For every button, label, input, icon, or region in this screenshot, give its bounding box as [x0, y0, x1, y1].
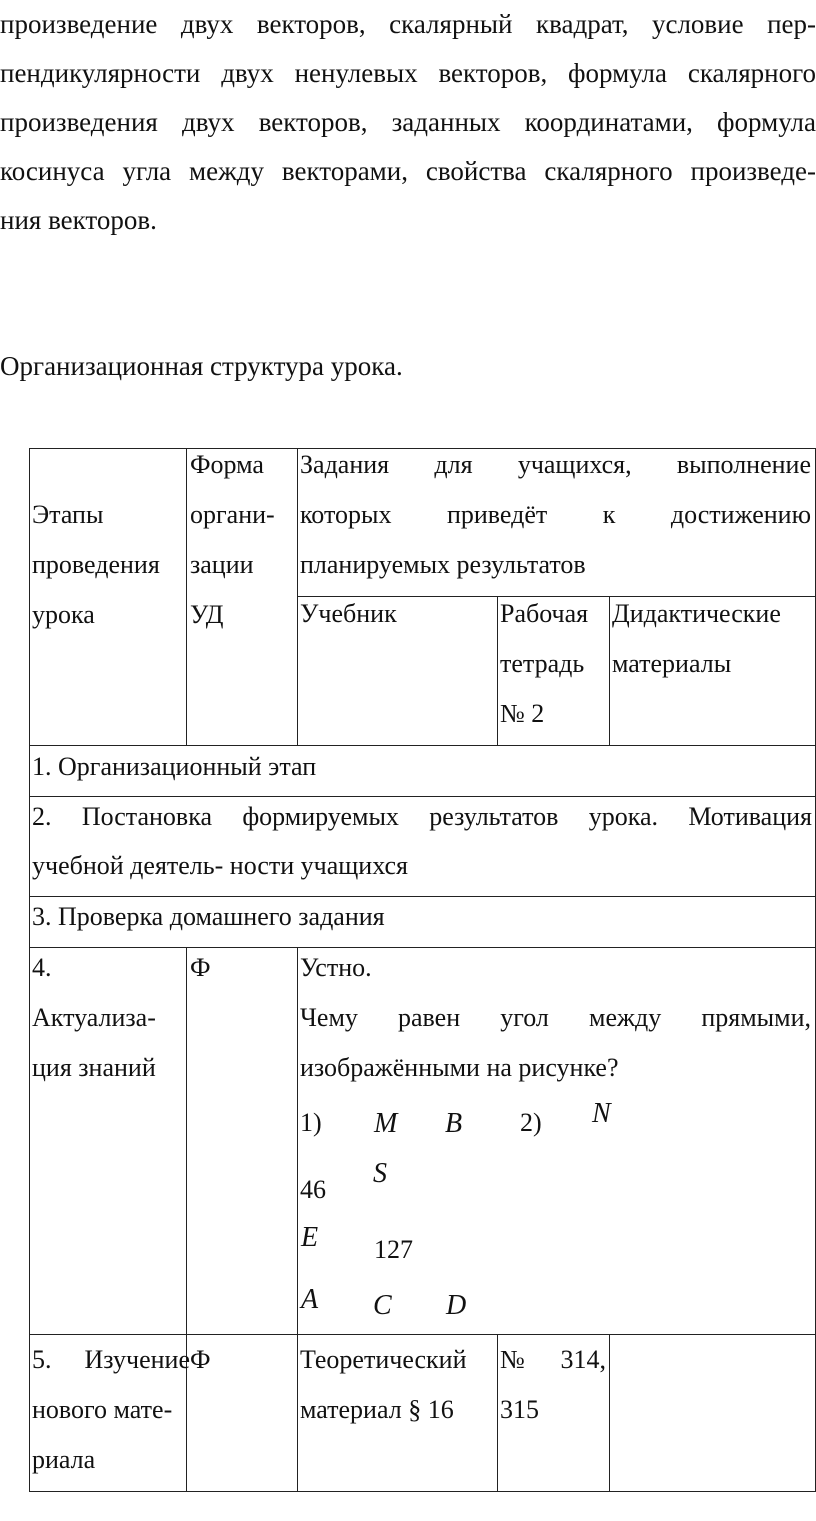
table-rule — [29, 448, 30, 1492]
row5-workbook-line: 315 — [500, 1395, 539, 1424]
point-E-label: E — [301, 1222, 319, 1253]
row4-stage-line: Актуализа- — [32, 1003, 156, 1032]
intro-line: произведение двух векторов, скалярный квадрат, условие пер- — [0, 9, 816, 39]
intro-line: косинуса угла между векторами, свойства скалярного произведе- — [0, 156, 816, 186]
row5-stage-line: нового мате- — [32, 1395, 173, 1424]
table-rule — [297, 448, 298, 746]
row4-task-line: Устно. — [300, 953, 372, 982]
section-heading: Организационная структура урока. — [0, 351, 403, 381]
angle-46-label: 46 — [300, 1175, 326, 1204]
intro-line: произведения двух векторов, заданных координатами, формула — [0, 107, 816, 137]
header-stages — [32, 490, 160, 640]
header-form-line: УД — [190, 600, 224, 629]
table-rule — [497, 596, 498, 746]
table-rule — [186, 448, 187, 746]
row-goal-setting-line: 2. Постановка формируемых результатов урока. Мотивация — [32, 802, 812, 831]
row-homework-check: 3. Проверка домашнего задания — [32, 902, 385, 931]
header-workbook-line: № 2 — [500, 699, 545, 728]
row5-textbook-line: материал § 16 — [300, 1395, 454, 1424]
header-textbook: Учебник — [300, 599, 397, 628]
intro-paragraph — [0, 0, 816, 245]
row5-form: Ф — [190, 1345, 211, 1374]
header-form-line: зации — [190, 550, 254, 579]
point-S-label: S — [373, 1158, 387, 1189]
row-goal-setting-line: учебной деятель- ности учащихся — [32, 851, 408, 880]
table-rule — [29, 1491, 816, 1492]
header-stages-line: Этапы — [32, 500, 104, 529]
header-workbook-line: Рабочая — [500, 599, 589, 628]
row5-stage-line: 5. Изучение — [32, 1345, 190, 1374]
angle-127-label: 127 — [374, 1235, 413, 1264]
header-form-line: Форма — [190, 450, 264, 479]
table-rule — [609, 596, 610, 746]
header-form-line: органи- — [190, 500, 275, 529]
header-workbook — [500, 589, 588, 739]
figure-label-2: 2) — [520, 1108, 542, 1137]
point-N-label: N — [592, 1098, 611, 1129]
table-rule — [609, 1334, 610, 1492]
point-M-label: M — [374, 1108, 398, 1139]
row4-stage-line: ция знаний — [32, 1053, 156, 1082]
figure-label-1: 1) — [300, 1108, 322, 1137]
table-rule — [297, 1334, 298, 1492]
row5-textbook — [300, 1335, 467, 1435]
header-tasks-line: которых приведёт к достижению — [300, 500, 811, 529]
point-B-label: B — [445, 1108, 463, 1139]
point-D-label: D — [446, 1290, 467, 1321]
header-stages-line: проведения — [32, 550, 160, 579]
header-tasks-line: планируемых результатов — [300, 550, 586, 579]
header-stages-line: урока — [32, 600, 95, 629]
row5-workbook-line: № 314, — [500, 1345, 606, 1374]
row4-stage-line: 4. — [32, 953, 52, 982]
table-rule — [497, 1334, 498, 1492]
row4-task-line: Чему равен угол между прямыми, — [300, 1003, 811, 1032]
header-form — [190, 440, 275, 640]
intro-line: пендикулярности двух ненулевых векторов, формула скалярного — [0, 58, 816, 88]
header-workbook-line: тетрадь — [500, 649, 585, 678]
row5-textbook-line: Теоретический — [300, 1345, 467, 1374]
table-rule — [297, 947, 298, 1335]
row4-task-line: изображёнными на рисунке? — [300, 1053, 619, 1082]
header-didactic-line: материалы — [612, 649, 732, 678]
header-didactic — [612, 589, 781, 689]
header-tasks-line: Задания для учащихся, выполнение — [300, 450, 811, 479]
row-organizational-stage: 1. Организационный этап — [32, 752, 317, 781]
row5-stage-line: риала — [32, 1445, 96, 1474]
header-didactic-line: Дидактические — [612, 599, 781, 628]
point-C-label: C — [373, 1290, 392, 1321]
table-rule — [186, 947, 187, 1335]
intro-line: ния векторов. — [0, 205, 157, 235]
row4-stage — [32, 943, 156, 1093]
point-A-label: A — [301, 1284, 319, 1315]
row4-form: Ф — [190, 953, 211, 982]
